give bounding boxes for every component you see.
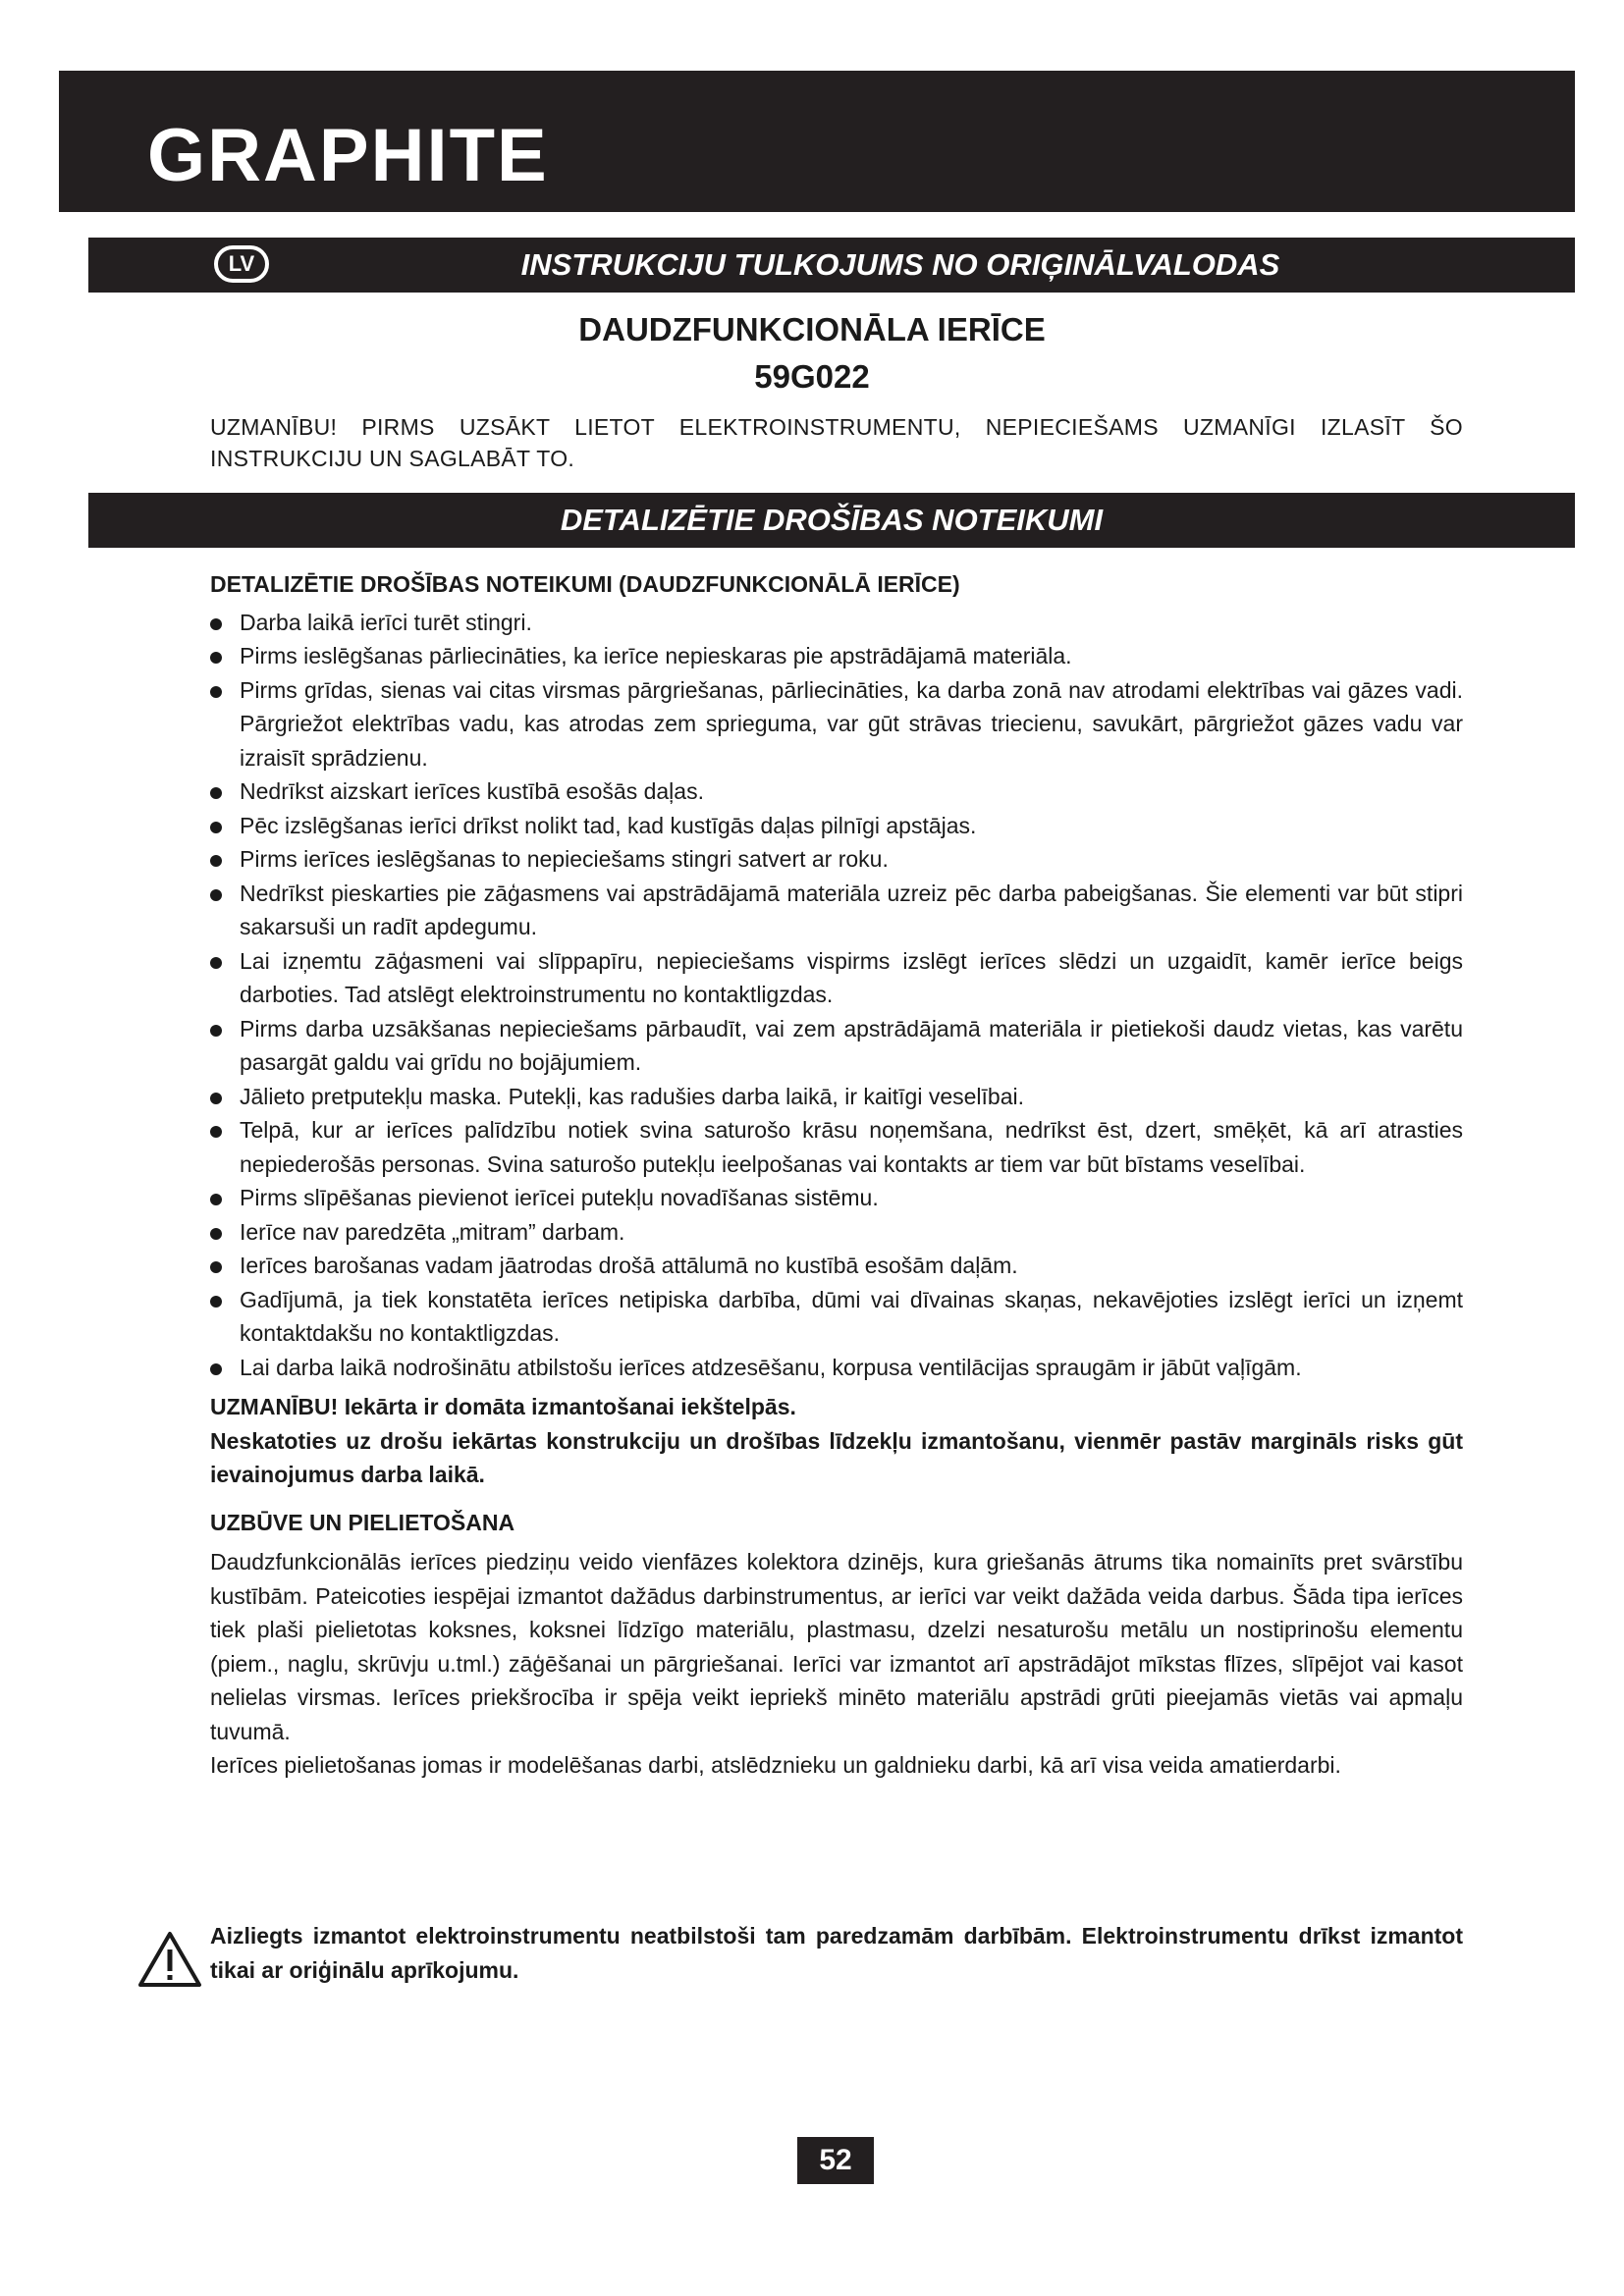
bullet-icon — [210, 1261, 222, 1273]
notice-block — [210, 1390, 1463, 1492]
improper-use-warning: Aizliegts izmantot elektroinstrumentu neatbilstoši tam paredzamām darbībām. Elektroinstrumentu drīkst izmantot tikai ar oriģinālu aprīkojumu. — [210, 1923, 1463, 1983]
document-title: DAUDZFUNKCIONĀLA IERĪCE — [578, 311, 1046, 347]
section-title: DETALIZĒTIE DROŠĪBAS NOTEIKUMI — [560, 503, 1104, 537]
bullet-icon — [210, 652, 222, 664]
list-item: Pirms darba uzsākšanas nepieciešams pārbaudīt, vai zem apstrādājamā materiāla ir pietiekoši daudz vietas, kas varētu pasargāt galdu vai grīdu no bojājumiem. — [210, 1012, 1463, 1080]
list-item: Pirms ierīces ieslēgšanas to nepieciešams stingri satvert ar roku. — [210, 842, 1463, 877]
list-item: Ierīces barošanas vadam jāatrodas drošā attālumā no kustībā esošām daļām. — [210, 1249, 1463, 1283]
bullet-icon — [210, 618, 222, 630]
list-item: Ierīce nav paredzēta „mitram” darbam. — [210, 1215, 1463, 1250]
bullet-icon — [210, 1228, 222, 1240]
bullet-icon — [210, 686, 222, 698]
read-instructions-warning: UZMANĪBU! PIRMS UZSĀKT LIETOT ELEKTROINSTRUMENTU, NEPIECIEŠAMS UZMANĪGI IZLASĪT ŠO INSTRUKCIJU UN SAGLABĀT TO. — [210, 414, 1463, 471]
document-title-block — [0, 306, 1624, 400]
main-content — [210, 567, 1463, 1783]
brand-logo — [147, 116, 579, 194]
page-number: 52 — [797, 2137, 874, 2184]
translation-title: INSTRUKCIJU TULKOJUMS NO ORIĢINĀLVALODAS — [520, 247, 1280, 282]
language-bar — [88, 238, 1575, 293]
list-item: Nedrīkst aizskart ierīces kustībā esošās daļas. — [210, 774, 1463, 809]
bullet-icon — [210, 1296, 222, 1308]
language-badge: LV — [214, 245, 269, 283]
list-item: Telpā, kur ar ierīces palīdzību notiek svina saturošo krāsu noņemšana, nedrīkst ēst, dzert, smēķēt, kā arī atrasties nepiederošās personas. Svina saturošo putekļu ieelpošanas vai kontakts ar tiem var būt bīstams veselībai. — [210, 1113, 1463, 1181]
document-model: 59G022 — [754, 358, 870, 395]
list-item: Lai izņemtu zāģasmeni vai slīppapīru, nepieciešams vispirms izslēgt ierīces slēdzi un uzgaidīt, kamēr ierīce beigs darboties. Tad atslēgt elektroinstrumentu no kontaktligzdas. — [210, 944, 1463, 1012]
safety-rules-list — [210, 606, 1463, 1385]
bullet-icon — [210, 1093, 222, 1104]
bullet-icon — [210, 889, 222, 901]
bullet-icon — [210, 1126, 222, 1138]
list-item: Gadījumā, ja tiek konstatēta ierīces netipiska darbība, dūmi vai dīvainas skaņas, nekavējoties izslēgt ierīci un izņemt kontaktdakšu no kontaktligzdas. — [210, 1283, 1463, 1351]
usage-paragraph-1: Daudzfunkcionālās ierīces piedziņu veido vienfāzes kolektora dzinējs, kura griešanās ātrums tika nomainīts pret svārstību kustībām. Pateicoties iespējai izmantot dažādus darbinstrumentus, ar ierīci var veikt dažāda veida darbus. Šāda tipa ierīces tiek plaši pielietotas koksnes, koksnei līdzīgo materiālu, plastmasu, dzelzi nesaturošu metālu un nostiprinošu elementu (piem., naglu, skrūvju u.tml.) zāģēšanai un pārgriešanai. Ierīci var izmantot arī apstrādājot mīkstas flīzes, slīpējot vai kasot nelielas virsmas. Ierīces priekšrocība ir spēja veikt iepriekš minēto materiālu apstrādi grūti pieejamās vietās vai apmaļu tuvumā. — [210, 1549, 1463, 1744]
list-item: Pirms slīpēšanas pievienot ierīcei putekļu novadīšanas sistēmu. — [210, 1181, 1463, 1215]
bullet-icon — [210, 957, 222, 969]
bullet-icon — [210, 855, 222, 867]
list-item: Pirms grīdas, sienas vai citas virsmas pārgriešanas, pārliecināties, ka darba zonā nav atrodami elektrības vai gāzes vadi. Pārgriežot elektrības vadu, kas atrodas zem sprieguma, var gūt strāvas triecienu, savukārt, pārgriežot gāzes vadu var izraisīt sprādzienu. — [210, 673, 1463, 775]
usage-text — [210, 1545, 1463, 1783]
list-item: Nedrīkst pieskarties pie zāģasmens vai apstrādājamā materiāla uzreiz pēc darba pabeigšanas. Šie elementi var būt stipri sakarsuši un radīt apdegumu. — [210, 877, 1463, 944]
list-item: Lai darba laikā nodrošinātu atbilstošu ierīces atdzesēšanu, korpusa ventilācijas spraugām ir jābūt vaļīgām. — [210, 1351, 1463, 1385]
bullet-icon — [210, 822, 222, 833]
list-item: Darba laikā ierīci turēt stingri. — [210, 606, 1463, 640]
section-bar — [88, 493, 1575, 548]
bullet-icon — [210, 787, 222, 799]
list-item: Pirms ieslēgšanas pārliecināties, ka ierīce nepieskaras pie apstrādājamā materiāla. — [210, 639, 1463, 673]
bullet-icon — [210, 1025, 222, 1037]
brand-logo-text: GRAPHITE — [147, 116, 549, 194]
bullet-icon — [210, 1194, 222, 1205]
warning-triangle-icon — [137, 1930, 202, 1989]
list-item: Jālieto pretputekļu maska. Putekļi, kas radušies darba laikā, ir kaitīgi veselībai. — [210, 1080, 1463, 1114]
indoor-use-notice: UZMANĪBU! Iekārta ir domāta izmantošanai iekštelpās. — [210, 1394, 796, 1419]
list-item: Pēc izslēgšanas ierīci drīkst nolikt tad, kad kustīgās daļas pilnīgi apstājas. — [210, 809, 1463, 843]
usage-heading: UZBŪVE UN PIELIETOŠANA — [210, 1509, 515, 1535]
bullet-icon — [210, 1363, 222, 1375]
safety-heading: DETALIZĒTIE DROŠĪBAS NOTEIKUMI (DAUDZFUNKCIONĀLĀ IERĪCE) — [210, 571, 960, 597]
residual-risk-notice: Neskatoties uz drošu iekārtas konstrukciju un drošības līdzekļu izmantošanu, vienmēr pastāv margināls risks gūt ievainojumus darba laikā. — [210, 1427, 1463, 1487]
usage-paragraph-2: Ierīces pielietošanas jomas ir modelēšanas darbi, atslēdznieku un galdnieku darbi, kā arī visa veida amatierdarbi. — [210, 1752, 1341, 1778]
